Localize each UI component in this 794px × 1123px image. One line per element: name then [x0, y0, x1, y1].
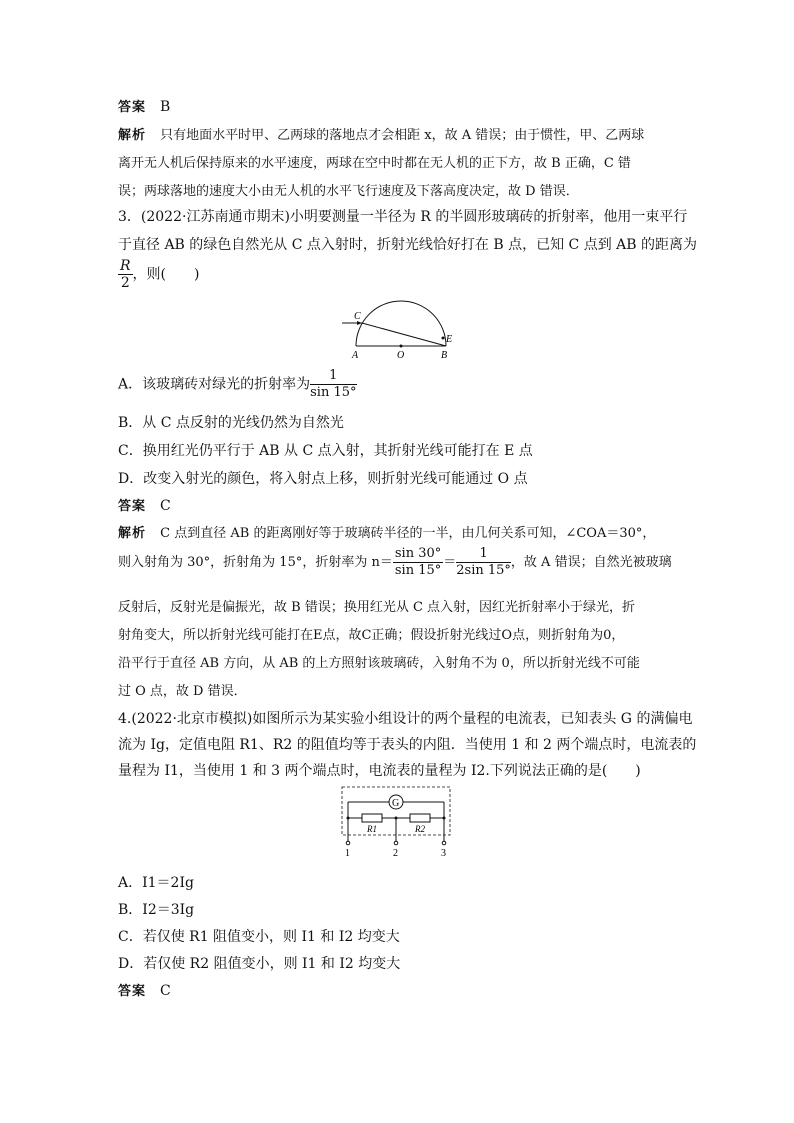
node-left: [347, 817, 350, 820]
label-terminal-2: 2: [393, 848, 398, 859]
answer-value: C: [160, 498, 171, 514]
label-g: G: [392, 798, 400, 809]
q3-stem-line-2: 于直径 AB 的绿色自然光从 C 点入射时，折射光线恰好打在 B 点，已知 C 点到 AB 的距离为: [118, 237, 698, 253]
q3-option-c: C．换用红光仍平行于 AB 从 C 点入射，其折射光线可能打在 E 点: [118, 443, 533, 459]
q3-stem-line-3: [118, 258, 678, 291]
q4-stem-line-1: 4.(2022·北京市模拟)如图所示为某实验小组设计的两个量程的电流表，已知表头 G 的满偏电: [118, 711, 693, 727]
label-b: B: [441, 350, 448, 361]
q3-semicircle-figure: [340, 300, 460, 364]
answer-label: 答案: [118, 499, 147, 514]
q3-explain-line-4: 射角变大，所以折射光线可能打在E点，故C正确；假设折射光线过O点，则折射角为0，: [118, 628, 625, 643]
explain-fraction-1: $\frac{\sin 30^\circ}{\sin 15^\circ}$: [394, 546, 442, 578]
q4-option-c: C．若仅使 R1 阻值变小，则 I1 和 I2 均变大: [118, 929, 400, 945]
node-mid: [395, 817, 398, 820]
q4-stem-line-3: 量程为 I1，当使用 1 和 3 两个端点时，电流表的量程为 I2.下列说法正确的是( ): [118, 763, 641, 779]
terminal-2: [394, 841, 398, 845]
q4-stem-line-2: 流为 Ig，定值电阻 R1、R2 的阻值均等于表头的内阻．当使用 1 和 2 两个端点时，电流表的: [118, 737, 697, 753]
label-terminal-3: 3: [441, 848, 446, 859]
label-r2: R2: [415, 824, 425, 834]
explain-fraction-2: $\frac{1}{2\sin 15^\circ}$: [456, 546, 511, 578]
q4-option-b: B．I2＝3Ig: [118, 902, 195, 918]
refracted-ray: [362, 323, 446, 346]
point-e: [442, 337, 445, 340]
label-r1: R1: [367, 824, 377, 834]
answer-label: 答案: [118, 984, 147, 999]
q3-option-d: D．改变入射光的颜色，将入射点上移，则折射光线可能通过 O 点: [118, 471, 528, 487]
q3-explain-line-2: 则入射角为 30°，折射角为 15°，折射率为 n＝ $\frac{\sin 30^\circ}{\sin 15^\circ}$ ＝ $\frac{1}{2\sin 15^\circ}$ ，故 A 错误；自然光被玻璃: [118, 546, 672, 578]
q2-explain-line-1: 解析 只有地面水平时甲、乙两球的落地点才会相距 x，故 A 错误；由于惯性，甲、乙两球: [118, 128, 645, 143]
q3-explain-line-1: 解析 C 点到直径 AB 的距离刚好等于玻璃砖半径的一半，由几何关系可知，∠COA＝30°，: [118, 526, 656, 541]
q4-answer: [118, 980, 678, 999]
explain-label: 解析: [118, 128, 147, 143]
answer-value: C: [160, 983, 171, 999]
q3-answer: [118, 495, 678, 514]
terminal-3: [442, 841, 446, 845]
label-terminal-1: 1: [345, 848, 350, 859]
semicircle-arc: [356, 301, 446, 346]
q2-explain-line-2: 离开无人机后保持原来的水平速度，两球在空中时都在无人机的正下方，故 B 正确，C 错: [118, 156, 631, 171]
q2-explain-line-3: 误；两球落地的速度大小由无人机的水平飞行速度及下落高度决定，故 D 错误．: [118, 184, 579, 199]
resistor-r2: [410, 814, 430, 822]
center-point: [400, 345, 403, 348]
terminal-1: [346, 841, 350, 845]
q3-explain-line-6: 过 O 点，故 D 错误．: [118, 684, 247, 699]
explain-label: 解析: [118, 526, 147, 541]
q3-stem-fraction: $\frac{R}{2}$: [120, 258, 131, 291]
answer-label: 答案: [118, 100, 147, 115]
label-e: E: [446, 334, 453, 345]
label-o: O: [397, 350, 405, 361]
q4-option-d: D．若仅使 R2 阻值变小，则 I1 和 I2 均变大: [118, 956, 401, 972]
resistor-r1: [362, 814, 382, 822]
q3-option-a: A．该玻璃砖对绿光的折射率为 $\frac{1}{\sin 15^\circ}$: [118, 368, 357, 400]
q3-stem-tail: ，则( ): [132, 266, 200, 283]
answer-value: B: [160, 99, 171, 115]
q3-option-b: B．从 C 点反射的光线仍然为自然光: [118, 415, 344, 431]
label-a: A: [352, 350, 359, 361]
label-c: C: [354, 311, 361, 322]
q4-circuit-figure: [336, 784, 456, 860]
q2-answer: [118, 96, 678, 115]
q3-stem-line-1: 3．(2022·江苏南通市期末)小明要测量一半径为 R 的半圆形玻璃砖的折射率，他用一束平行: [118, 209, 688, 225]
q4-option-a: A．I1＝2Ig: [118, 875, 194, 891]
q3-explain-line-5: 沿平行于直径 AB 方向，从 AB 的上方照射该玻璃砖，入射角不为 0，所以折射光线不可能: [118, 656, 640, 671]
option-a-fraction: $\frac{1}{\sin 15^\circ}$: [310, 368, 357, 400]
q3-explain-line-3: 反射后，反射光是偏振光，故 B 错误；换用红光从 C 点入射，因红光折射率小于绿光，折: [118, 600, 636, 615]
node-right: [443, 817, 446, 820]
